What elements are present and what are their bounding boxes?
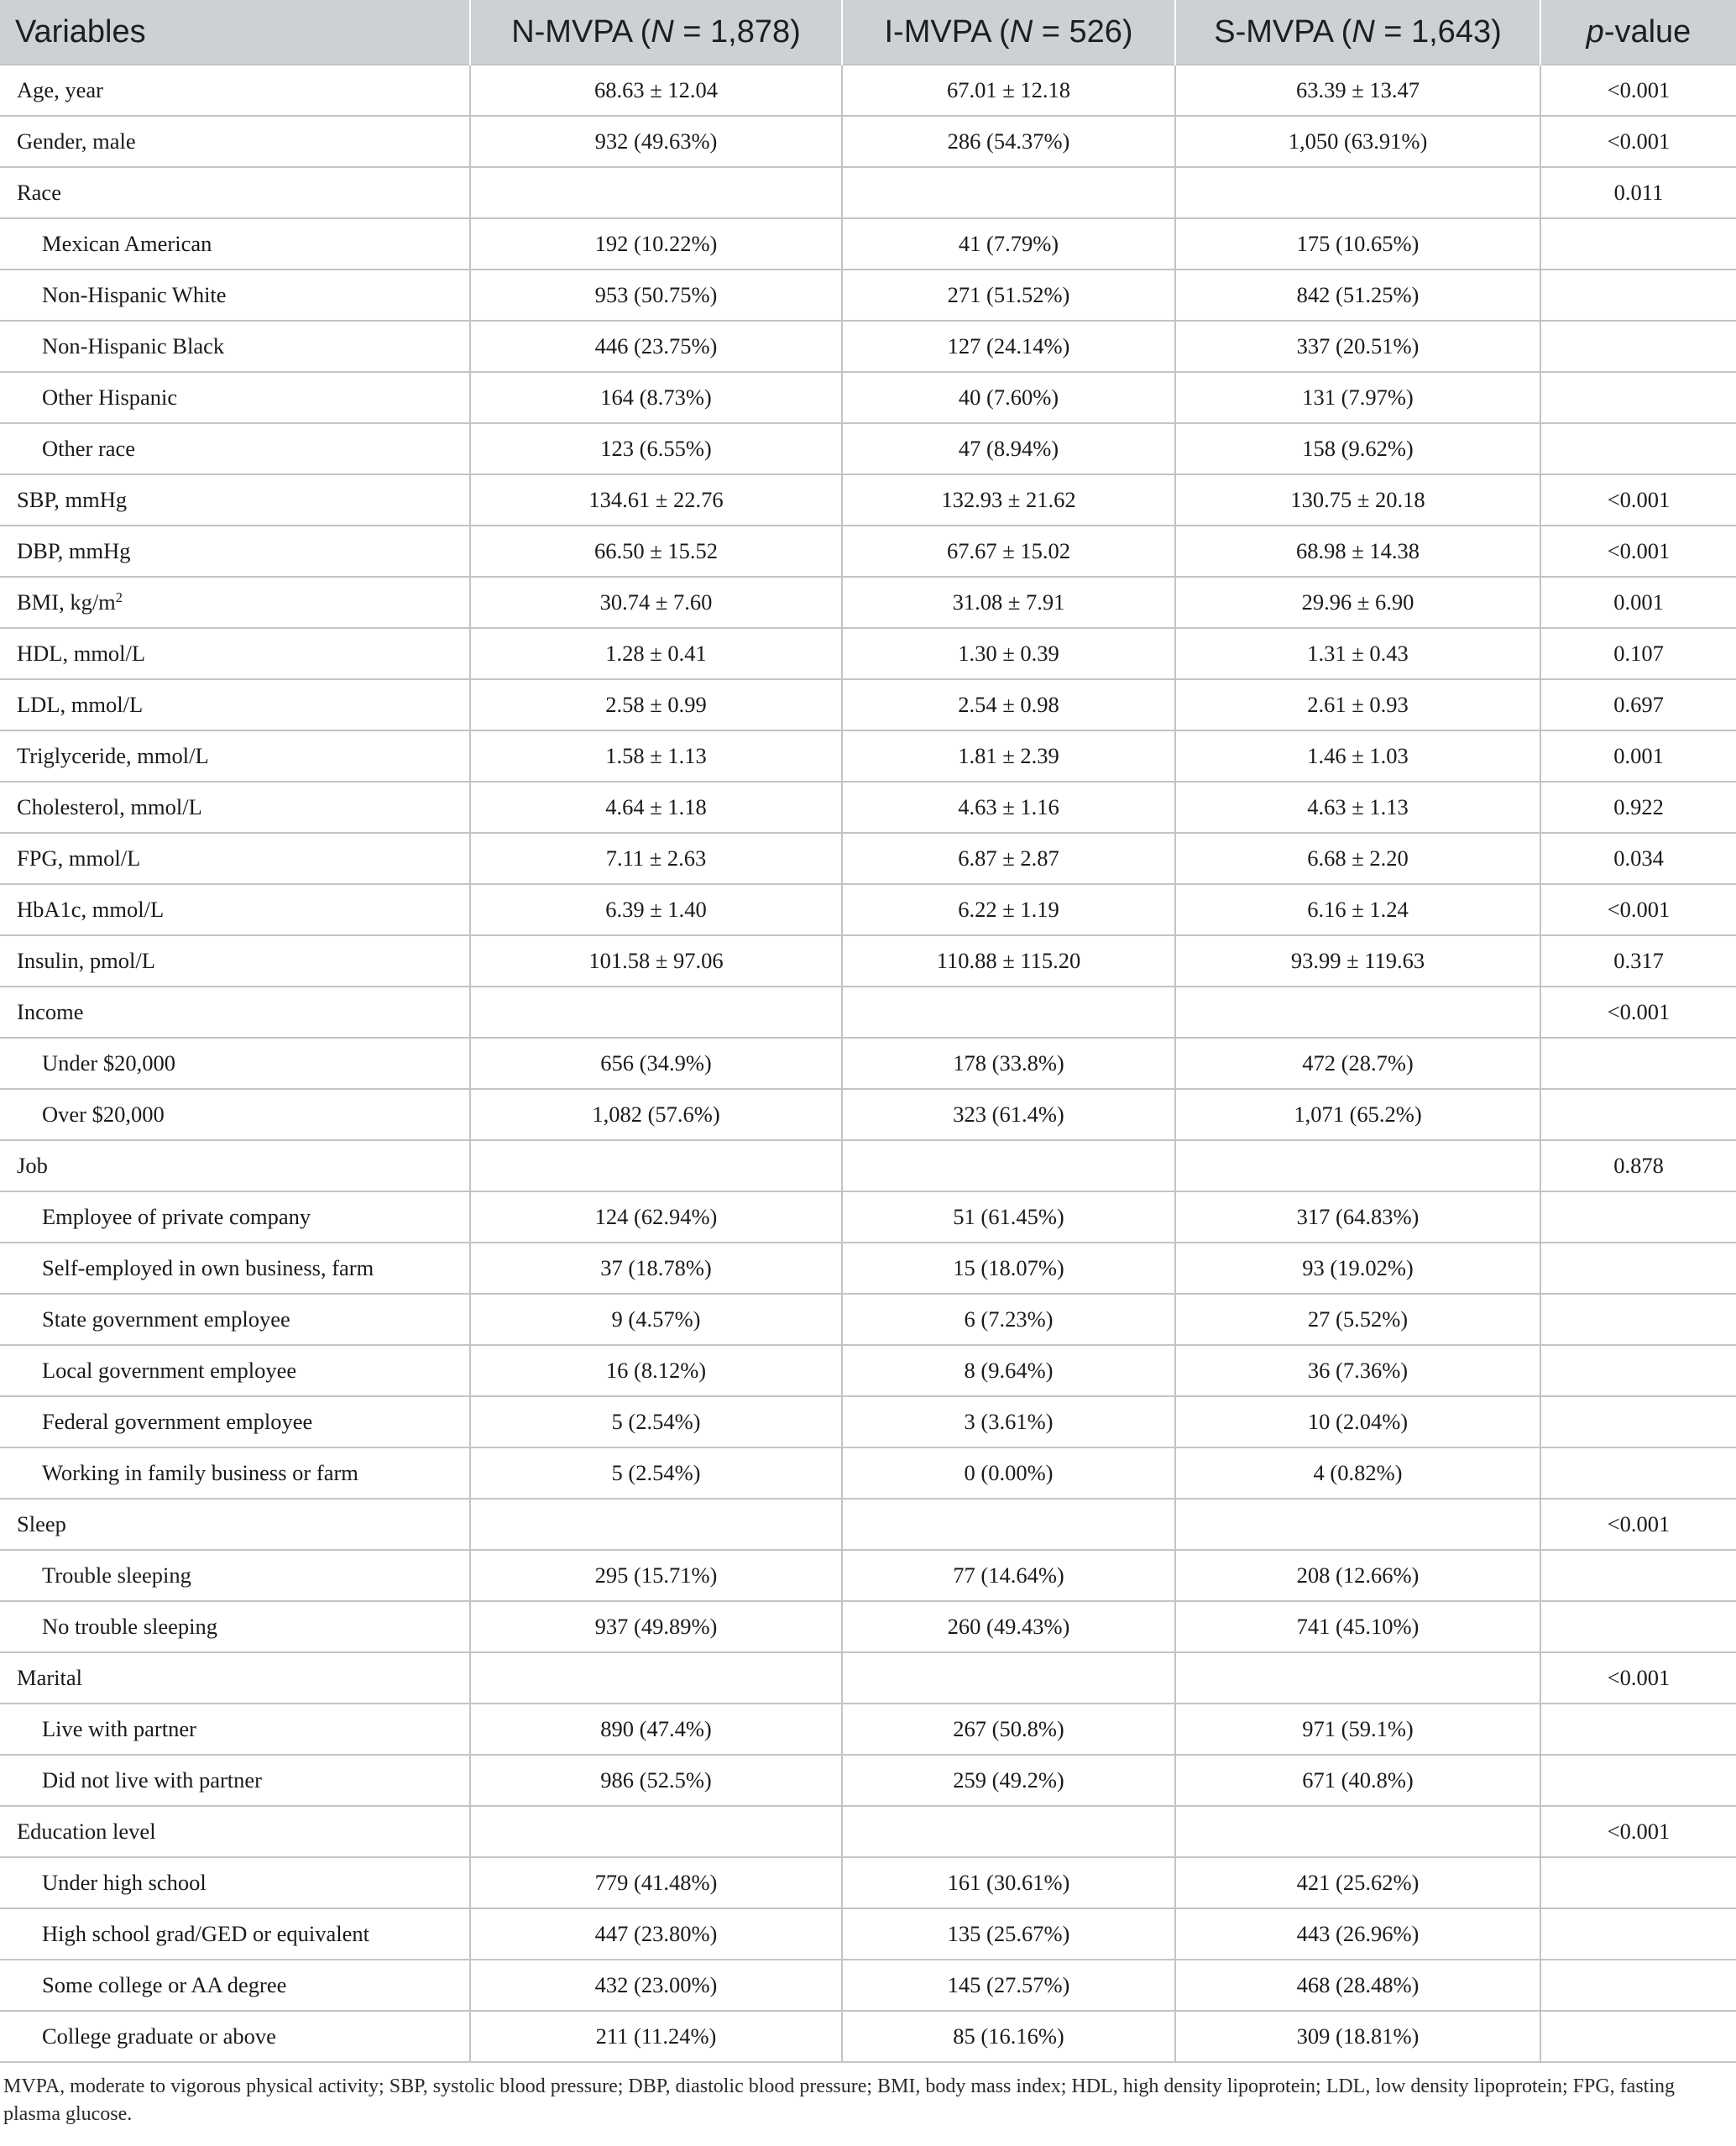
s-mvpa-cell: 1.46 ± 1.03: [1175, 730, 1540, 782]
n-mvpa-cell: 447 (23.80%): [470, 1908, 842, 1960]
i-mvpa-cell: [842, 1499, 1175, 1550]
n-mvpa-cell: 5 (2.54%): [470, 1447, 842, 1499]
s-mvpa-cell: [1175, 167, 1540, 218]
p-value-cell: 0.001: [1540, 577, 1736, 628]
n-mvpa-cell: 890 (47.4%): [470, 1704, 842, 1755]
table-subrow: [0, 1755, 1736, 1806]
variable-label: [0, 1550, 470, 1601]
i-mvpa-cell: 271 (51.52%): [842, 270, 1175, 321]
variable-label: [0, 1960, 470, 2011]
table-row: [0, 884, 1736, 935]
variable-label: [0, 2011, 470, 2062]
i-mvpa-cell: 259 (49.2%): [842, 1755, 1175, 1806]
variable-label-text: Under high school: [42, 1870, 207, 1895]
variable-label: [0, 65, 470, 116]
header-variables: Variables: [0, 0, 470, 65]
s-mvpa-cell: [1175, 1499, 1540, 1550]
variable-label: [0, 577, 470, 628]
table-subrow: [0, 1908, 1736, 1960]
table-row: [0, 116, 1736, 167]
p-value-cell: [1540, 2011, 1736, 2062]
n-mvpa-cell: [470, 167, 842, 218]
i-mvpa-cell: 40 (7.60%): [842, 372, 1175, 423]
table-body: [0, 65, 1736, 2062]
table-subrow: [0, 321, 1736, 372]
s-mvpa-cell: 671 (40.8%): [1175, 1755, 1540, 1806]
p-value-cell: [1540, 1396, 1736, 1447]
variable-label-text: Federal government employee: [42, 1409, 313, 1434]
p-value-cell: <0.001: [1540, 987, 1736, 1038]
s-mvpa-cell: 468 (28.48%): [1175, 1960, 1540, 2011]
variable-label: [0, 167, 470, 218]
table-subrow: [0, 1294, 1736, 1345]
variable-label: [0, 116, 470, 167]
p-value-cell: [1540, 1960, 1736, 2011]
s-mvpa-cell: 317 (64.83%): [1175, 1191, 1540, 1243]
variable-label: [0, 1191, 470, 1243]
variable-label: [0, 1499, 470, 1550]
i-mvpa-cell: 6.22 ± 1.19: [842, 884, 1175, 935]
i-mvpa-cell: [842, 1140, 1175, 1191]
p-value-cell: [1540, 1857, 1736, 1908]
i-mvpa-cell: 51 (61.45%): [842, 1191, 1175, 1243]
variable-label-text: Trouble sleeping: [42, 1562, 191, 1588]
variable-label-text: Race: [17, 180, 61, 205]
n-mvpa-cell: 192 (10.22%): [470, 218, 842, 270]
s-mvpa-cell: 4.63 ± 1.13: [1175, 782, 1540, 833]
s-mvpa-cell: 1.31 ± 0.43: [1175, 628, 1540, 679]
variable-label: [0, 884, 470, 935]
s-mvpa-cell: 4 (0.82%): [1175, 1447, 1540, 1499]
p-value-cell: [1540, 1038, 1736, 1089]
table-subrow: [0, 372, 1736, 423]
s-mvpa-cell: 2.61 ± 0.93: [1175, 679, 1540, 730]
variable-label: [0, 423, 470, 474]
s-mvpa-cell: [1175, 1140, 1540, 1191]
i-mvpa-cell: 0 (0.00%): [842, 1447, 1175, 1499]
table-subrow: [0, 423, 1736, 474]
table-row: [0, 526, 1736, 577]
variable-label: [0, 730, 470, 782]
p-value-cell: 0.001: [1540, 730, 1736, 782]
table-subrow: [0, 1396, 1736, 1447]
header-i-mvpa: I-MVPA (N = 526): [842, 0, 1175, 65]
table-row: [0, 1499, 1736, 1550]
p-value-cell: 0.107: [1540, 628, 1736, 679]
p-value-cell: [1540, 423, 1736, 474]
variable-label-text: SBP, mmHg: [17, 487, 128, 512]
p-value-cell: <0.001: [1540, 1806, 1736, 1857]
table-row: [0, 679, 1736, 730]
variable-label-text: Age, year: [17, 77, 103, 102]
i-mvpa-cell: 15 (18.07%): [842, 1243, 1175, 1294]
p-value-cell: [1540, 270, 1736, 321]
variable-label-text: Over $20,000: [42, 1102, 165, 1127]
i-mvpa-cell: 161 (30.61%): [842, 1857, 1175, 1908]
variable-label-text: Gender, male: [17, 128, 136, 154]
variable-label: [0, 833, 470, 884]
p-value-cell: <0.001: [1540, 474, 1736, 526]
n-mvpa-cell: 101.58 ± 97.06: [470, 935, 842, 987]
variable-label: [0, 1243, 470, 1294]
p-value-cell: [1540, 1908, 1736, 1960]
table-header-row: [0, 0, 1736, 65]
header-n-mvpa: N-MVPA (N = 1,878): [470, 0, 842, 65]
variable-label-text: Local government employee: [42, 1358, 297, 1383]
s-mvpa-cell: 741 (45.10%): [1175, 1601, 1540, 1652]
variable-label: [0, 1345, 470, 1396]
variable-label-text: Insulin, pmol/L: [17, 948, 155, 973]
variable-label-text: Job: [17, 1153, 48, 1178]
s-mvpa-cell: 27 (5.52%): [1175, 1294, 1540, 1345]
n-mvpa-cell: 37 (18.78%): [470, 1243, 842, 1294]
p-value-cell: 0.878: [1540, 1140, 1736, 1191]
p-value-cell: <0.001: [1540, 116, 1736, 167]
header-p-value: p-value: [1540, 0, 1736, 65]
p-value-cell: <0.001: [1540, 526, 1736, 577]
s-mvpa-cell: [1175, 1806, 1540, 1857]
table-footnote: MVPA, moderate to vigorous physical activity; SBP, systolic blood pressure; DBP, diastolic blood pressure; BMI, body mass index; HDL, high density lipoprotein; LDL, low density lipoprotein; FPG, fasting plasma glucose.: [3, 2075, 1676, 2125]
table-subrow: [0, 1601, 1736, 1652]
n-mvpa-cell: 986 (52.5%): [470, 1755, 842, 1806]
variable-label-text: High school grad/GED or equivalent: [42, 1921, 370, 1946]
s-mvpa-cell: 208 (12.66%): [1175, 1550, 1540, 1601]
s-mvpa-cell: 93 (19.02%): [1175, 1243, 1540, 1294]
s-mvpa-cell: 68.98 ± 14.38: [1175, 526, 1540, 577]
variable-label: [0, 935, 470, 987]
variable-label: [0, 270, 470, 321]
s-mvpa-cell: 6.16 ± 1.24: [1175, 884, 1540, 935]
variable-label-text: HbA1c, mmol/L: [17, 897, 165, 922]
n-mvpa-cell: 7.11 ± 2.63: [470, 833, 842, 884]
n-mvpa-cell: [470, 1806, 842, 1857]
s-mvpa-cell: 309 (18.81%): [1175, 2011, 1540, 2062]
table-row: [0, 628, 1736, 679]
variable-label: [0, 474, 470, 526]
header-s-mvpa: S-MVPA (N = 1,643): [1175, 0, 1540, 65]
n-mvpa-cell: 66.50 ± 15.52: [470, 526, 842, 577]
table-row: [0, 987, 1736, 1038]
i-mvpa-cell: [842, 167, 1175, 218]
variable-label-text: State government employee: [42, 1306, 290, 1332]
variable-label-text: Education level: [17, 1819, 156, 1844]
variable-label: [0, 1294, 470, 1345]
variable-label-text: Marital: [17, 1665, 82, 1690]
i-mvpa-cell: 178 (33.8%): [842, 1038, 1175, 1089]
i-mvpa-cell: 1.81 ± 2.39: [842, 730, 1175, 782]
p-value-cell: [1540, 1089, 1736, 1140]
i-mvpa-cell: 2.54 ± 0.98: [842, 679, 1175, 730]
variable-label-text: Triglyceride, mmol/L: [17, 743, 209, 768]
p-value-cell: [1540, 1755, 1736, 1806]
variable-label: [0, 1755, 470, 1806]
p-value-cell: <0.001: [1540, 1499, 1736, 1550]
n-mvpa-cell: 4.64 ± 1.18: [470, 782, 842, 833]
s-mvpa-cell: 842 (51.25%): [1175, 270, 1540, 321]
variable-label-text: HDL, mmol/L: [17, 641, 146, 666]
i-mvpa-cell: 6 (7.23%): [842, 1294, 1175, 1345]
variable-label-text: Other race: [42, 436, 136, 461]
table-row: [0, 1652, 1736, 1704]
variable-label-text: Working in family business or farm: [42, 1460, 358, 1485]
n-mvpa-cell: 1,082 (57.6%): [470, 1089, 842, 1140]
variable-label: [0, 1908, 470, 1960]
p-value-cell: [1540, 1294, 1736, 1345]
variable-label: [0, 782, 470, 833]
s-mvpa-cell: 10 (2.04%): [1175, 1396, 1540, 1447]
variable-label-text: FPG, mmol/L: [17, 845, 141, 871]
variable-label-text: No trouble sleeping: [42, 1614, 218, 1639]
s-mvpa-cell: 6.68 ± 2.20: [1175, 833, 1540, 884]
n-mvpa-cell: 16 (8.12%): [470, 1345, 842, 1396]
variable-label: [0, 321, 470, 372]
variable-label-text: Other Hispanic: [42, 385, 178, 410]
s-mvpa-cell: 443 (26.96%): [1175, 1908, 1540, 1960]
s-mvpa-cell: 1,071 (65.2%): [1175, 1089, 1540, 1140]
table-row: [0, 474, 1736, 526]
n-mvpa-cell: 937 (49.89%): [470, 1601, 842, 1652]
n-mvpa-cell: [470, 1652, 842, 1704]
i-mvpa-cell: 47 (8.94%): [842, 423, 1175, 474]
table-row: [0, 833, 1736, 884]
variable-label: [0, 1652, 470, 1704]
s-mvpa-cell: [1175, 1652, 1540, 1704]
s-mvpa-cell: [1175, 987, 1540, 1038]
i-mvpa-cell: 1.30 ± 0.39: [842, 628, 1175, 679]
variable-label-text: Sleep: [17, 1511, 66, 1536]
n-mvpa-cell: 2.58 ± 0.99: [470, 679, 842, 730]
s-mvpa-cell: 158 (9.62%): [1175, 423, 1540, 474]
table-subrow: [0, 1038, 1736, 1089]
i-mvpa-cell: 127 (24.14%): [842, 321, 1175, 372]
variable-label: [0, 1140, 470, 1191]
variable-label-text: Employee of private company: [42, 1204, 311, 1229]
n-mvpa-cell: 30.74 ± 7.60: [470, 577, 842, 628]
label-superscript: 2: [115, 589, 123, 605]
n-mvpa-cell: [470, 1499, 842, 1550]
n-mvpa-cell: 68.63 ± 12.04: [470, 65, 842, 116]
p-value-cell: [1540, 1601, 1736, 1652]
p-value-cell: 0.034: [1540, 833, 1736, 884]
p-value-cell: [1540, 1243, 1736, 1294]
variable-label-text: Did not live with partner: [42, 1767, 262, 1793]
n-mvpa-cell: 123 (6.55%): [470, 423, 842, 474]
table-row: [0, 167, 1736, 218]
p-value-cell: <0.001: [1540, 1652, 1736, 1704]
s-mvpa-cell: 63.39 ± 13.47: [1175, 65, 1540, 116]
variable-label-text: Cholesterol, mmol/L: [17, 794, 202, 819]
i-mvpa-cell: 85 (16.16%): [842, 2011, 1175, 2062]
variable-label: [0, 1447, 470, 1499]
variable-label: [0, 1089, 470, 1140]
variable-label: [0, 1601, 470, 1652]
table-subrow: [0, 1857, 1736, 1908]
i-mvpa-cell: 3 (3.61%): [842, 1396, 1175, 1447]
variable-label-text: LDL, mmol/L: [17, 692, 144, 717]
table-subrow: [0, 1447, 1736, 1499]
p-value-cell: 0.011: [1540, 167, 1736, 218]
i-mvpa-cell: 267 (50.8%): [842, 1704, 1175, 1755]
i-mvpa-cell: 135 (25.67%): [842, 1908, 1175, 1960]
i-mvpa-cell: [842, 1652, 1175, 1704]
table-subrow: [0, 218, 1736, 270]
table-subrow: [0, 270, 1736, 321]
table-subrow: [0, 1089, 1736, 1140]
p-value-cell: [1540, 1704, 1736, 1755]
i-mvpa-cell: 260 (49.43%): [842, 1601, 1175, 1652]
s-mvpa-cell: 93.99 ± 119.63: [1175, 935, 1540, 987]
i-mvpa-cell: 132.93 ± 21.62: [842, 474, 1175, 526]
variable-label: [0, 987, 470, 1038]
table-subrow: [0, 1704, 1736, 1755]
i-mvpa-cell: [842, 987, 1175, 1038]
i-mvpa-cell: 77 (14.64%): [842, 1550, 1175, 1601]
s-mvpa-cell: 175 (10.65%): [1175, 218, 1540, 270]
s-mvpa-cell: 971 (59.1%): [1175, 1704, 1540, 1755]
n-mvpa-cell: 779 (41.48%): [470, 1857, 842, 1908]
table-row: [0, 1806, 1736, 1857]
table-subrow: [0, 1243, 1736, 1294]
table-subrow: [0, 1960, 1736, 2011]
n-mvpa-cell: 446 (23.75%): [470, 321, 842, 372]
s-mvpa-cell: 1,050 (63.91%): [1175, 116, 1540, 167]
s-mvpa-cell: 36 (7.36%): [1175, 1345, 1540, 1396]
p-value-cell: 0.922: [1540, 782, 1736, 833]
table-row: [0, 577, 1736, 628]
s-mvpa-cell: 421 (25.62%): [1175, 1857, 1540, 1908]
i-mvpa-cell: 31.08 ± 7.91: [842, 577, 1175, 628]
table-row: [0, 730, 1736, 782]
variable-label: [0, 1704, 470, 1755]
n-mvpa-cell: 9 (4.57%): [470, 1294, 842, 1345]
p-value-cell: [1540, 321, 1736, 372]
variable-label-text: College graduate or above: [42, 2023, 276, 2049]
table-subrow: [0, 1345, 1736, 1396]
p-value-cell: <0.001: [1540, 65, 1736, 116]
variable-label-text: Some college or AA degree: [42, 1972, 287, 1997]
table-subrow: [0, 2011, 1736, 2062]
table-row: [0, 65, 1736, 116]
p-value-cell: [1540, 1550, 1736, 1601]
n-mvpa-cell: 656 (34.9%): [470, 1038, 842, 1089]
variable-label: [0, 372, 470, 423]
variable-label-text: BMI, kg/m: [17, 589, 116, 615]
i-mvpa-cell: 8 (9.64%): [842, 1345, 1175, 1396]
n-mvpa-cell: 432 (23.00%): [470, 1960, 842, 2011]
variable-label: [0, 218, 470, 270]
i-mvpa-cell: 4.63 ± 1.16: [842, 782, 1175, 833]
n-mvpa-cell: 295 (15.71%): [470, 1550, 842, 1601]
n-mvpa-cell: 6.39 ± 1.40: [470, 884, 842, 935]
n-mvpa-cell: 211 (11.24%): [470, 2011, 842, 2062]
i-mvpa-cell: 286 (54.37%): [842, 116, 1175, 167]
p-value-cell: [1540, 372, 1736, 423]
n-mvpa-cell: 124 (62.94%): [470, 1191, 842, 1243]
variable-label: [0, 1806, 470, 1857]
variable-label-text: Mexican American: [42, 231, 212, 256]
i-mvpa-cell: 67.01 ± 12.18: [842, 65, 1175, 116]
n-mvpa-cell: 164 (8.73%): [470, 372, 842, 423]
n-mvpa-cell: 953 (50.75%): [470, 270, 842, 321]
i-mvpa-cell: 110.88 ± 115.20: [842, 935, 1175, 987]
i-mvpa-cell: 41 (7.79%): [842, 218, 1175, 270]
variable-label-text: Live with partner: [42, 1716, 196, 1741]
variable-label-text: Self-employed in own business, farm: [42, 1255, 374, 1280]
variable-label: [0, 1857, 470, 1908]
table-subrow: [0, 1550, 1736, 1601]
p-value-cell: [1540, 1191, 1736, 1243]
n-mvpa-cell: 1.28 ± 0.41: [470, 628, 842, 679]
table-row: [0, 1140, 1736, 1191]
n-mvpa-cell: [470, 987, 842, 1038]
s-mvpa-cell: 29.96 ± 6.90: [1175, 577, 1540, 628]
variable-label: [0, 679, 470, 730]
s-mvpa-cell: 130.75 ± 20.18: [1175, 474, 1540, 526]
p-value-cell: 0.697: [1540, 679, 1736, 730]
table-subrow: [0, 1191, 1736, 1243]
p-value-cell: [1540, 1447, 1736, 1499]
s-mvpa-cell: 472 (28.7%): [1175, 1038, 1540, 1089]
variable-label: [0, 1038, 470, 1089]
p-value-cell: <0.001: [1540, 884, 1736, 935]
variable-label: [0, 526, 470, 577]
n-mvpa-cell: 932 (49.63%): [470, 116, 842, 167]
p-value-cell: [1540, 218, 1736, 270]
n-mvpa-cell: 5 (2.54%): [470, 1396, 842, 1447]
i-mvpa-cell: [842, 1806, 1175, 1857]
table-row: [0, 782, 1736, 833]
p-value-cell: [1540, 1345, 1736, 1396]
n-mvpa-cell: 134.61 ± 22.76: [470, 474, 842, 526]
variable-label-text: DBP, mmHg: [17, 538, 131, 563]
n-mvpa-cell: 1.58 ± 1.13: [470, 730, 842, 782]
variable-label: [0, 1396, 470, 1447]
variable-label-text: Income: [17, 999, 84, 1024]
p-value-cell: 0.317: [1540, 935, 1736, 987]
variable-label: [0, 628, 470, 679]
n-mvpa-cell: [470, 1140, 842, 1191]
i-mvpa-cell: 67.67 ± 15.02: [842, 526, 1175, 577]
i-mvpa-cell: 323 (61.4%): [842, 1089, 1175, 1140]
s-mvpa-cell: 337 (20.51%): [1175, 321, 1540, 372]
variable-label-text: Non-Hispanic Black: [42, 333, 225, 359]
table-row: [0, 935, 1736, 987]
i-mvpa-cell: 145 (27.57%): [842, 1960, 1175, 2011]
s-mvpa-cell: 131 (7.97%): [1175, 372, 1540, 423]
variable-label-text: Non-Hispanic White: [42, 282, 227, 307]
i-mvpa-cell: 6.87 ± 2.87: [842, 833, 1175, 884]
variable-label-text: Under $20,000: [42, 1050, 175, 1076]
